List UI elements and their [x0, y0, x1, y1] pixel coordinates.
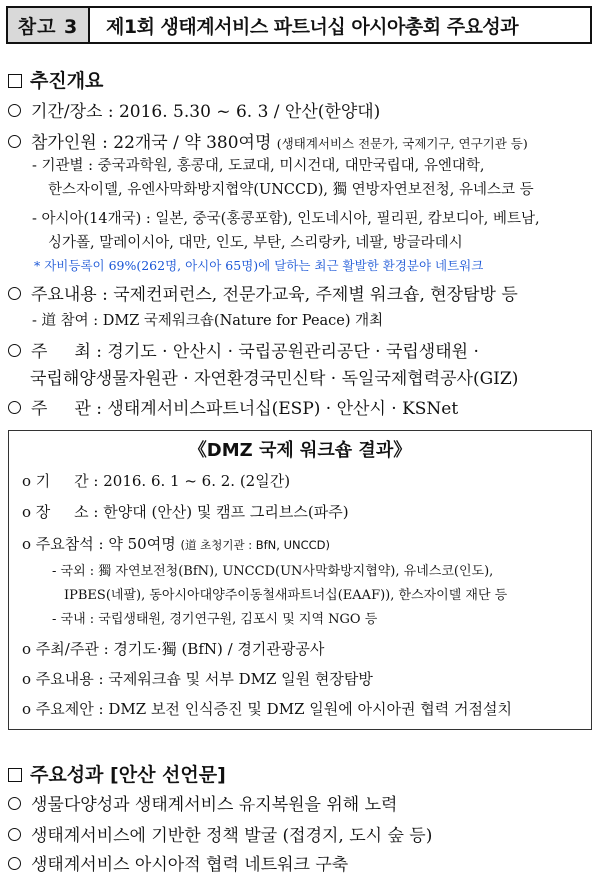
- title-tag: 참고 3: [8, 8, 90, 42]
- section-heading-results: [8, 760, 226, 787]
- workshop-intl-line-2: IPBES(네팔), 동아시아대양주이동철새파트너십(EAAF)), 한스자이델 재단 등: [64, 588, 508, 603]
- workshop-attendees-label: o 주요참석: [22, 535, 94, 553]
- overview-host: 주 최 : 경기도 · 안산시 · 국립공원관리공단 · 국립생태원 ·: [8, 337, 479, 362]
- workshop-intl-line-1: - 국외 : 獨 자연보전청(BfN), UNCCD(UN사막화방지협약), 유네스코(인도),: [52, 564, 494, 579]
- by-org-line-2: 한스자이델, 유엔사막화방지협약(UNCCD), 獨 연방자연보전청, 유네스코 등: [48, 182, 534, 198]
- circle-bullet-icon: [8, 135, 21, 148]
- participants-asia: - 아시아(14개국) : 일본, 중국(홍콩포함), 인도네시아, 필리핀, 캄보디아, 베트남,: [32, 211, 540, 227]
- asia-label: - 아시아(14개국): [32, 211, 142, 227]
- participants-by-org: - 기관별 : 중국과학원, 홍콩대, 도쿄대, 미시건대, 대만국립대, 유엔대학,: [32, 158, 485, 174]
- circle-bullet-icon: [8, 344, 21, 357]
- workshop-period-value: : 2016. 6. 1 ~ 6. 2. (2일간): [93, 472, 291, 490]
- host-line: 경기도 · 안산시 · 국립공원관리공단 · 국립생태원 ·: [107, 342, 479, 362]
- content-label: 주요내용: [31, 285, 97, 305]
- workshop-host-value: : 경기도·獨 (BfN) / 경기관광공사: [103, 640, 325, 658]
- result-text: 생태계서비스에 기반한 정책 발굴 (접경지, 도시 숲 등): [31, 826, 433, 846]
- workshop-period-label: o 기 간: [22, 472, 89, 490]
- square-bullet-icon: [8, 768, 22, 782]
- circle-bullet-icon: [8, 401, 21, 414]
- organizer-value: 생태계서비스파트너십(ESP) · 안산시 · KSNet: [107, 399, 459, 419]
- workshop-proposal: [22, 698, 512, 719]
- result-text: 생태계서비스 아시아적 협력 네트워크 구축: [31, 855, 349, 875]
- circle-bullet-icon: [8, 857, 21, 870]
- page-title: 제1회 생태계서비스 파트너십 아시아총회 주요성과: [106, 15, 519, 38]
- result-item: [8, 821, 432, 846]
- title-bar: [6, 6, 592, 44]
- workshop-place-label: o 장 소: [22, 503, 89, 521]
- by-org-line: 중국과학원, 홍콩대, 도쿄대, 미시건대, 대만국립대, 유엔대학,: [97, 158, 485, 174]
- asia-line: 일본, 중국(홍콩포함), 인도네시아, 필리핀, 캄보디아, 베트남,: [155, 211, 540, 227]
- workshop-content-value: : 국제워크숍 및 서부 DMZ 일원 현장탐방: [98, 670, 373, 688]
- by-org-label: - 기관별: [32, 158, 84, 174]
- section-title: 주요성과 [안산 선언문]: [30, 764, 226, 786]
- host-line-2: 국립해양생물자원관 · 자연환경국민신탁 · 독일국제협력공사(GIZ): [30, 369, 519, 389]
- circle-bullet-icon: [8, 104, 21, 117]
- workshop-content-label: o 주요내용: [22, 670, 94, 688]
- workshop-attendees: [22, 533, 330, 554]
- workshop-period: [22, 470, 290, 491]
- workshop-place: [22, 501, 349, 522]
- circle-bullet-icon: [8, 797, 21, 810]
- overview-period: 기간/장소 : 2016. 5.30 ~ 6. 3 / 안산(한양대): [8, 97, 380, 122]
- period-label: 기간/장소: [31, 102, 103, 122]
- overview-content: 주요내용 : 국제컨퍼런스, 전문가교육, 주제별 워크숍, 현장탐방 등: [8, 280, 518, 305]
- result-item: [8, 850, 348, 875]
- circle-bullet-icon: [8, 287, 21, 300]
- participants-label: 참가인원: [31, 133, 97, 153]
- period-value: 2016. 5.30 ~ 6. 3 / 안산(한양대): [118, 102, 381, 122]
- participants-value: 22개국 / 약 380여명: [113, 133, 272, 153]
- workshop-domestic: - 국내 : 국립생태원, 경기연구원, 김포시 및 지역 NGO 등: [52, 612, 378, 627]
- workshop-proposal-label: o 주요제안: [22, 700, 94, 718]
- result-text: 생물다양성과 생태계서비스 유지복원을 위해 노력: [31, 795, 398, 815]
- workshop-attendees-note: (道 초청기관 : BfN, UNCCD): [180, 538, 331, 552]
- overview-participants: 참가인원 : 22개국 / 약 380여명 (생태계서비스 전문가, 국제기구, 연구기관 등): [8, 128, 528, 153]
- content-sub: - 道 참여 : DMZ 국제워크숍(Nature for Peace) 개최: [32, 313, 384, 329]
- workshop-host-label: o 주최/주관: [22, 640, 99, 658]
- workshop-host: [22, 638, 324, 659]
- section-title: 추진개요: [30, 70, 104, 92]
- circle-bullet-icon: [8, 828, 21, 841]
- asia-line-2: 싱가폴, 말레이시아, 대만, 인도, 부탄, 스리랑카, 네팔, 방글라데시: [48, 235, 463, 251]
- workshop-title: 《DMZ 국제 워크숍 결과》: [188, 440, 412, 461]
- content-value: 국제컨퍼런스, 전문가교육, 주제별 워크숍, 현장탐방 등: [113, 285, 518, 305]
- overview-organizer: 주 관 : 생태계서비스파트너십(ESP) · 안산시 · KSNet: [8, 394, 458, 419]
- section-heading-overview: [8, 66, 103, 93]
- self-registration-note: * 자비등록이 69%(262명, 아시아 65명)에 달하는 최근 활발한 환경분야 네트워크: [34, 258, 484, 273]
- workshop-content: [22, 668, 373, 689]
- workshop-place-value: : 한양대 (안산) 및 캠프 그리브스(파주): [93, 503, 349, 521]
- workshop-proposal-value: : DMZ 보전 인식증진 및 DMZ 일원에 아시아권 협력 거점설치: [98, 700, 512, 718]
- organizer-label: 주 관: [31, 399, 91, 419]
- result-item: [8, 790, 397, 815]
- square-bullet-icon: [8, 74, 22, 88]
- workshop-attendees-value: : 약 50여명: [98, 535, 176, 553]
- participants-note: (생태계서비스 전문가, 국제기구, 연구기관 등): [276, 136, 528, 151]
- host-label: 주 최: [31, 342, 91, 362]
